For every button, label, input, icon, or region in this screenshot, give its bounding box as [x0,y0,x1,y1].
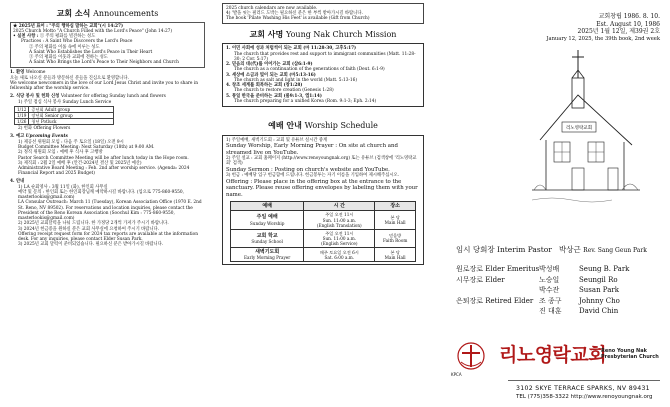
mission-title [222,30,424,40]
staff-name-en: Seungil Ro [579,275,618,284]
continued-notices-box [222,3,424,24]
list-item [226,94,420,104]
welcome-heading-en: Welcome [25,69,46,75]
mission-ko: 4. 창조 세계를 회복하는 교회 (창1:28) [226,83,303,89]
list-item [226,73,420,83]
practice-ko-3: ③ 주의 평화를 이웃과 교회에 전하는 성도 [29,55,108,61]
service-time-cell [304,229,375,247]
worship-title [222,121,424,131]
service-time-note: (English Service) [321,241,358,246]
staff-name-ko: 박성배 [539,265,560,273]
service-place-en: Main Hall [384,220,406,226]
list-item [226,83,420,93]
service-place-cell [375,229,416,247]
upcoming-line: 2) 정직 위원회 모임 : 예배 후 식사 후 고행방 [18,150,103,156]
footer-divider [508,380,660,381]
mission-worship-column [216,0,430,407]
worship-title-ko: 예배 안내 [268,120,302,131]
staff-row [456,306,629,317]
service-name-en: Sunday School [251,238,283,244]
lunch-team: 청년 Potluck [29,119,114,125]
motto-ko: ★ 2025년 표어 : "주의 행하심 말하는 교회"(시 14:27) [13,23,124,29]
mission-ko: 5. 통일 한국을 준비하는 교회 (롬9:1-3, 엡1:14) [226,93,322,99]
lunch-service-table [14,106,114,125]
upcoming-heading [10,134,205,139]
worship-line: 3) 헌금 : 예배당 입구 헌금함에 드립니다. 헌금봉투는 자기 이름을 기입하여 제시해주십시오. [226,173,400,179]
notice-line: 2) 2025년 교회달력을 나눠 드립니다. 한 가정당 2개씩 가져가 주시기 바랍니다. [18,221,169,227]
mission-en: The church as salt and light in the world (Matt. 5:13-16) [234,77,358,83]
upcoming-line: Administrative Board Meeting : Feb. 2nd after worship service. (Agenda: 2024 Financial Report and 2025 Budget) [18,166,190,177]
staff-name-en: Seung B. Park [579,265,630,273]
service-name-en: Sunday Worship [249,220,285,226]
notice-line: 4) '발을 씻는 필러드 도박는 필요하신 분은 한 부씩 받아가시길 바랍니다. [226,10,363,16]
staff-row [456,296,629,307]
announcements-column [0,0,210,407]
upcoming-heading-en: Upcoming Events [25,133,68,139]
worship-line: Offering : Please place in the offering box at the entrance to the sanctuary. Please reuse offering envelopes by labeling them with your name. [226,178,418,198]
motto-box [10,22,205,68]
staff-title: 원로장로 Elder Emeritus [456,265,540,273]
service-name-ko: 교회 학교 [256,232,278,239]
interim-label-ko: 임시 당회장 [456,245,495,254]
header-service: 예배 [231,202,304,211]
worship-box [222,135,424,266]
mission-en: The church that provides rest and support to immigrant communities (Matt. 11:28-30; 2 Cor. 5:17) [234,51,416,62]
mission-en: The church as a continuation of the generations of faith (Deut. 6:1-9) [234,67,385,73]
logo-name-ko: 리노영락교회 [499,344,607,366]
kpca-emblem-icon [453,340,489,374]
mission-en: The church preparing for a unified Korea (Rom. 9:1-3; Eph. 2:14) [234,98,377,104]
staff-name-en: Johnny Cho [579,296,620,305]
service-time-cell [304,211,375,229]
service-place-en: Main Hall [384,254,406,260]
table-row [231,211,416,229]
mission-title-en: Young Nak Church Mission [286,29,397,39]
list-item [226,46,420,62]
practice-en-2: A Saint Who Establishes the Lord's Peace in Their Heart [29,49,153,55]
service-time-ko: 주일 오전 11시 [325,230,354,236]
mission-ko: 2. 믿음의 대(代)를 이어가는 교회 (삼6:1-9) [226,62,313,68]
volunteer-heading-en: Volunteer for offering Sunday lunch and flowers [60,93,166,99]
logo-name-en-1: Reno Young Nak [601,348,647,354]
notice-line: Offering receipt request form for 2024 tax reports are available at the information desk. For any inquiries, please contact Elder Susan Park. [18,231,199,243]
offering-flowers-label: 2) 헌화 Offering Flowers [18,126,71,132]
practice-ko-1: ① 주의 평화를 빌견하는 성도 [39,34,96,40]
service-place-ko: 본 당 [390,214,400,220]
worship-line: Sunday Sermon : Posting on church's website and YouTube. [226,166,390,173]
service-name-en: Early Morning Prayer [243,255,291,261]
logo-name-en [601,348,659,360]
staff-list [456,264,629,317]
worship-line: 2) 주일 설교 : 교회 홈페이지 (http://www.renoyoungnak.org) 또는 유튜브 (검색창에 '리노영락교회' 검색) [226,156,417,167]
lunch-service-label: 1) 주일 점심 식사 봉사 Sunday Lunch Service [18,99,112,105]
service-place-cell [375,248,416,262]
notice-line: LA Consular Outreach: March 11 (Tuesday), Korean Association Office (1970 E. 2nd St. Reno, NV 89502). For reservations and location inquiries, please contact the President of the Reno Korean Association (Soochul Kim : 775-860-9550, masterlookis@gmail.com) [18,200,202,222]
volunteer-heading-ko: 2. 식당 봉사 및 헌화 신청 [10,93,60,99]
issue-en: January 12, 2025, the 39th book, 2nd week [546,35,660,42]
lunch-team: 장년회 Senior group [29,113,114,119]
table-row [15,119,114,125]
announcements-title [10,9,205,19]
upcoming-heading-ko: 3. 예고 [10,133,25,139]
service-time-en: Sun. 11:00 a.m. [322,235,357,241]
welcome-text-en: We welcome newcomers in the love of our Lord Jesus Christ and invite you to share in fellowship after the worship service. [10,81,198,92]
interim-label-en: Interim Pastor [497,245,552,254]
notice-line: 예약 및 문의 : 한인회 또는 한인회장님께 예약하시길 바랍니다. (입으로 775-860-9550, masterlookis@gmail.com) [18,189,184,201]
staff-name-ko: 진 대훈 [539,307,562,315]
worship-schedule-table [230,201,416,262]
issue-ko: 2025년 1월 12일, 제39권 2호 [577,28,660,35]
upcoming-line: Pastor Search Committee Meeting will be after lunch today in the Hope room. [18,155,189,161]
service-name-cell [231,248,304,262]
upcoming-line: 3) 제직회 : 2월 2일 예배 후 (안건-2024년 결산 및 2025년 예산) [18,160,142,166]
service-time-en: Sun. 11:00 a.m. [322,217,357,223]
lunch-date: 1/12 [15,107,29,113]
church-illustration [532,50,642,235]
worship-line: 1) 주일예배, 새벽기도회 : 교회 및 유튜브 실시간 중계 [226,137,328,143]
mission-ko: 1. 이민 사회에 성과 처럼씩이 되는 교회 (마 11:28-30, 고후5:17) [226,46,357,52]
founded-ko: 교회창립 1986. 8. 10. [598,13,660,20]
staff-name-en: Susan Park [579,286,619,294]
founded-en: Est. August 10, 1986 [596,20,660,28]
practices-label: • 실천 사항 : [13,34,39,40]
service-time-note: (English Translation) [316,222,362,228]
service-name-ko: 새벽기도회 [255,249,280,256]
upcoming-line: Budget Committee Meeting: Next Saturday (18th) at 9:00 AM. [18,145,155,151]
church-address: 3102 SKYE TERRACE SPARKS, NV 89431 [516,385,650,392]
kpca-label: KPCA [451,372,462,377]
header-time: 시 간 [304,202,375,211]
worship-title-en: Worship Schedule [304,121,378,131]
practices-en-label: Practices : [21,39,44,45]
service-place-cell [375,211,416,229]
notice-line: 1) LA 순회영사 : 3월 11일 (화), 한인회 사무실 [18,184,108,190]
notice-line: The book 'Pilate Washing His Feet' is available (Gift from Church) [226,15,370,21]
staff-name-ko: 박수잔 [539,286,560,294]
worship-line: Sunday Worship, Early Morning Prayer : On site at church and streamed live on YouTube. [226,143,398,156]
service-name-cell [231,211,304,229]
notice-line: 3) 2025년 교회 달력이 준비되었습니다. 필요하신 분은 받아가시길 바랍니다. [18,242,164,248]
staff-name-ko: 조 종구 [539,296,562,305]
notices-heading: 4. 안내 [10,178,25,184]
header-place: 장소 [375,202,416,211]
service-place-ko: 믿음방 [389,233,402,239]
volunteer-heading [10,94,205,99]
mission-list [222,43,424,107]
notice-line: 2025 church calendars are now available. [226,5,318,11]
list-item [226,62,420,72]
interim-name-ko: 박상근 [559,245,581,254]
motto-en: 2025 Church Motto "A Church Filled with the Lord's Peace" (John 14:27) [13,28,173,34]
mission-en: The church to restore creation (Genesis 1:28) [234,88,334,94]
service-time-ko: 주일 오전 11시 [325,212,354,218]
church-sign-text: 리노영락교회 [565,126,593,131]
practice-en-1: A Saint Who Discovers the Lord's Peace [45,39,133,45]
service-name-ko: 주일 예배 [256,214,278,221]
staff-row [456,275,629,286]
service-time-cell [304,248,375,262]
service-place-en: Faith Room [382,238,408,244]
mission-ko: 3. 세상에 소금과 빛이 되는 교회 (마5:13-16) [226,72,316,78]
service-time-ko: 매주 토요일 오전 6시 [319,249,359,255]
practice-en-3: A Saint Who Brings the Lord's Peace to Their Neighbors and Church [29,60,179,66]
interim-pastor [456,245,647,254]
notice-line: 3) 2024년 헌금증을 원하실 분은 교회 사무실에 요청하여 주시기 바랍니다. [18,226,160,232]
upcoming-line: 1) 제공선 위원회 모임 : 다음 주 토요일 (18일) 오전 9시 [18,139,124,145]
cover-column [436,0,670,407]
service-name-cell [231,229,304,247]
lunch-team: 증년회 Adult group [29,107,114,113]
staff-name-ko: 노승일 [539,275,560,284]
service-time-en: Sat. 6:00 a.m. [324,254,355,260]
staff-row [456,264,629,275]
table-header-row [231,202,416,211]
service-place-ko: 본 당 [390,249,400,255]
welcome-heading [10,70,205,75]
practice-ko-2: ② 주의 평화를 이룰 속에 이루는 성도 [29,44,100,50]
staff-title: 은퇴장로 Retired Elder [456,296,534,305]
announcements-title-ko: 교회 소식 [56,8,91,18]
interim-name-en: Rev. Sang Geun Park [583,247,647,254]
logo-name-en-2: Presbyterian Church [601,354,659,360]
church-contact[interactable]: TEL (775)358-3322 http://www.renoyoungnak.org [516,394,653,400]
welcome-text-ko: 오늘 새로 나오신 분들과 방문하신 분들을 진심으로 환영합니다. [10,75,129,81]
lunch-date: 1/19 [15,113,29,119]
table-row [231,248,416,262]
welcome-heading-ko: 1. 환영 [10,69,25,75]
table-row [231,229,416,247]
announcements-title-en: Announcements [93,9,159,18]
mission-title-ko: 교회 사명 [249,28,284,39]
staff-title: 시무장로 Elder [456,275,505,284]
bulletin-header [444,13,666,42]
staff-name-en: David Chin [579,307,619,315]
staff-row [456,285,629,296]
lunch-date: 1/26 [15,119,29,125]
